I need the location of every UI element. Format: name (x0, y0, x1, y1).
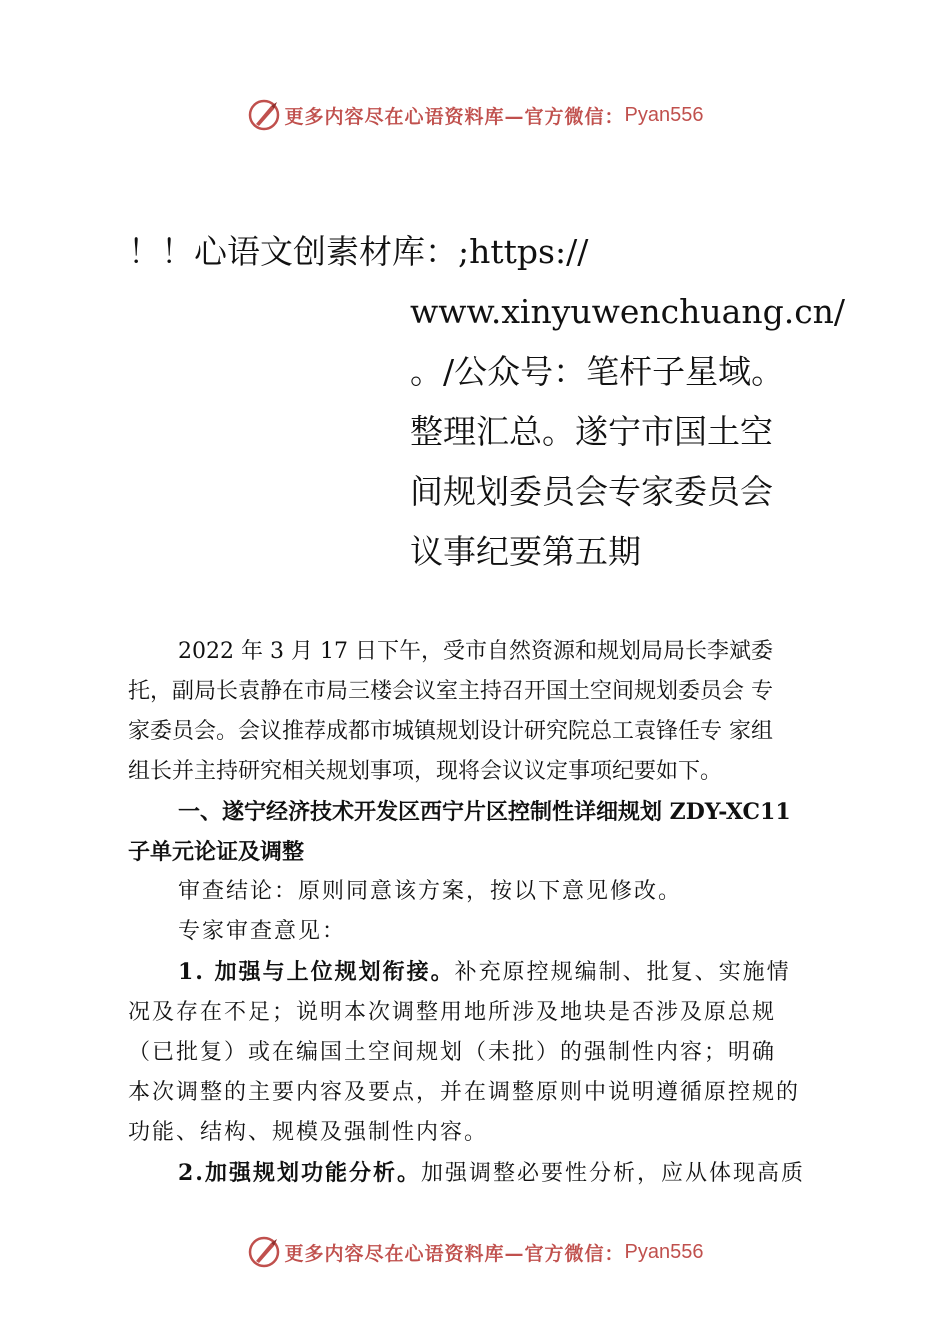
review-conclusion: 审查结论：原则同意该方案，按以下意见修改。 (178, 879, 683, 904)
banner-text: 更多内容尽在心语资料库—官方微信： (284, 1242, 625, 1265)
document-title (128, 222, 846, 582)
item1-line-3: （已批复）或在编国土空间规划（未批）的强制性内容；明确 (128, 1040, 777, 1065)
opinions-label: 专家审查意见： (178, 919, 347, 944)
title-line-3: 。/公众号：笔杆子星域。 (410, 352, 785, 391)
item1-line-1 (128, 952, 850, 993)
item1-line-5: 功能、结构、规模及强制性内容。 (128, 1120, 489, 1145)
section1-title-line-1: 一、遂宁经济技术开发区西宁片区控制性详细规划 ZDY-XC11 (178, 799, 791, 825)
intro-line-1: 2022 年 3 月 17 日下午，受市自然资源和规划局局长李斌委 (178, 639, 773, 664)
item1-text: 补充原控规编制、批复、实施情 (454, 960, 791, 985)
quill-pen-logo-icon (247, 1235, 281, 1269)
title-line-6: 议事纪要第五期 (410, 532, 641, 571)
intro-line-4: 组长并主持研究相关规划事项，现将会议议定事项纪要如下。 (128, 759, 723, 784)
section1-title-line-2: 子单元论证及调整 (128, 839, 305, 865)
banner-wechat-id: Pyan556 (624, 1240, 704, 1263)
intro-line-2: 托，副局长袁静在市局三楼会议室主持召开国土空间规划委员会 专 (128, 679, 773, 704)
item2-heading: 2.加强规划功能分析。 (178, 1160, 421, 1186)
item1-line-2: 况及存在不足；说明本次调整用地所涉及地块是否涉及原总规 (128, 1000, 777, 1025)
banner-text: 更多内容尽在心语资料库—官方微信： (284, 105, 625, 128)
document-body (128, 632, 850, 1194)
banner-wechat-id: Pyan556 (624, 103, 704, 126)
title-line-4: 整理汇总。遂宁市国土空 (410, 412, 773, 451)
intro-line-3: 家委员会。会议推荐成都市城镇规划设计研究院总工袁锋任专 家组 (128, 719, 773, 744)
title-line-1: ！！心语文创素材库：;https:// (128, 232, 589, 271)
title-line-5: 间规划委员会专家委员会 (410, 472, 773, 511)
item2-text: 加强调整必要性分析，应从体现高质 (420, 1161, 805, 1186)
item1-line-4: 本次调整的主要内容及要点，并在调整原则中说明遵循原控规的 (128, 1080, 801, 1105)
item1-heading: 1. 加强与上位规划衔接。 (178, 959, 455, 985)
quill-pen-logo-icon (247, 98, 281, 132)
footer-banner (0, 1232, 950, 1272)
title-line-2: www.xinyuwenchuang.cn/ (410, 292, 846, 331)
header-banner (0, 95, 950, 135)
item2-line-1 (128, 1153, 850, 1194)
